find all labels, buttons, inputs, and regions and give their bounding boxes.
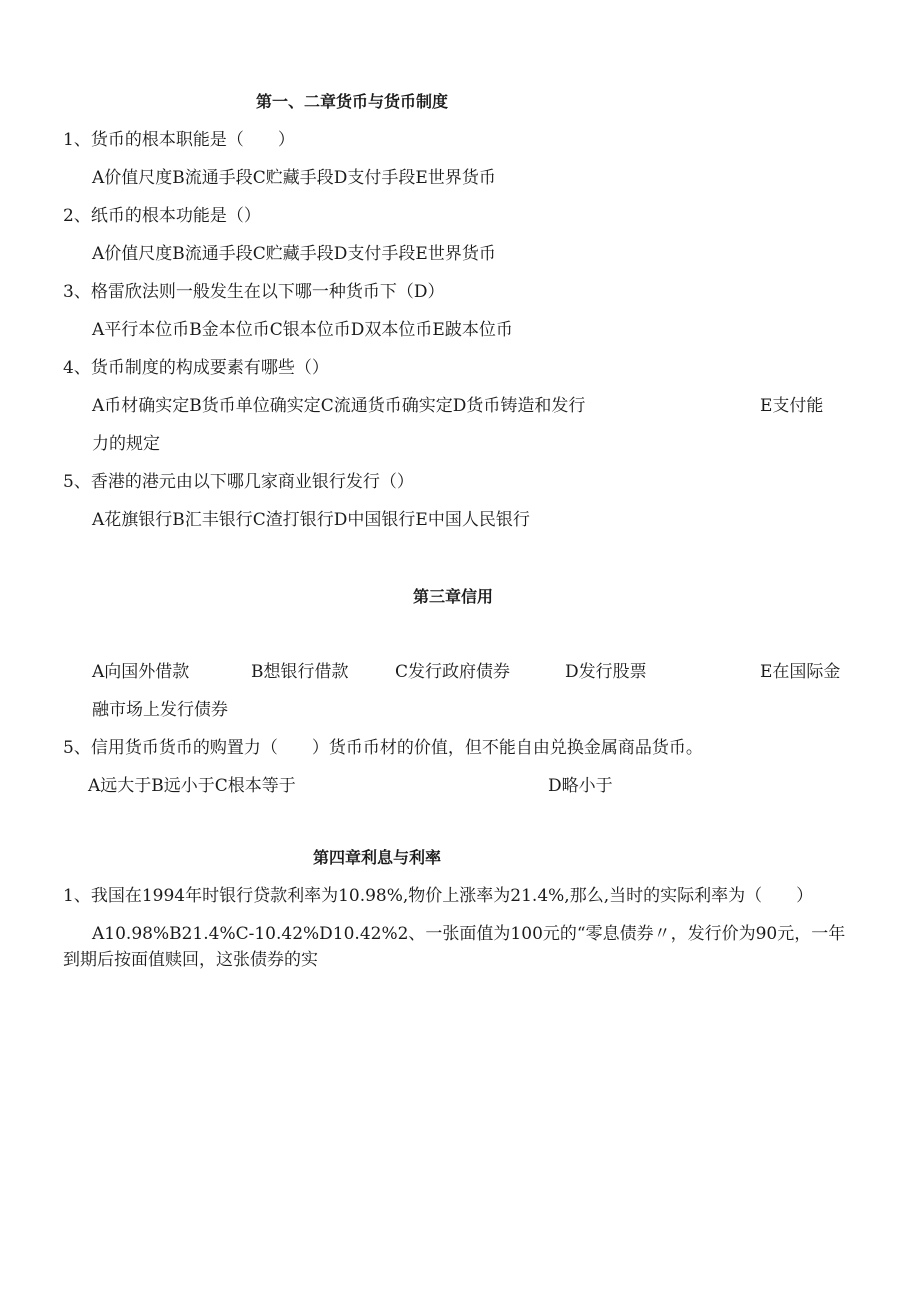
chapter-4-title: 第四章利息与利率 (313, 848, 442, 867)
question-4-option-e-continued: 力的规定 (92, 434, 160, 454)
question-1-options: A价值尺度B流通手段C贮藏手段D支付手段E世界货币 (92, 168, 496, 188)
credit-option-e: E在国际金 (760, 662, 841, 682)
question-1: 1、货币的根本职能是（ ） (63, 130, 295, 150)
question-3-options: A平行本位币B金本位币C银本位币D双本位币E跛本位币 (92, 320, 513, 340)
question-5-options: A花旗银行B汇丰银行C渣打银行D中国银行E中国人民银行 (92, 510, 530, 530)
credit-option-b: B想银行借款 (251, 662, 349, 682)
question-4-option-e: E支付能 (760, 396, 824, 416)
question-4-options: A币材确实定B货币单位确实定C流通货币确实定D货币铸造和发行 (92, 396, 586, 416)
question-4: 4、货币制度的构成要素有哪些（） (63, 358, 329, 378)
credit-question-5-option-d: D略小于 (548, 776, 613, 796)
credit-question-5-options: A远大于B远小于C根本等于 (88, 776, 296, 796)
chapter-3-title: 第三章信用 (413, 587, 494, 606)
credit-option-c: C发行政府债券 (395, 662, 511, 682)
chapter-1-2-title: 第一、二章货币与货币制度 (256, 92, 449, 111)
credit-option-a: A向国外借款 (92, 662, 190, 682)
interest-question-1: 1、我国在1994年时银行贷款利率为10.98%,物价上涨率为21.4%,那么,当时的实际利率为（ ） (63, 886, 814, 906)
credit-option-e-continued: 融市场上发行债券 (92, 700, 228, 720)
question-2: 2、纸币的根本功能是（） (63, 206, 261, 226)
interest-question-1-options: A10.98%B21.4%C-10.42%D10.42%2、一张面值为100元的“零息债券〃，发行价为90元，一年到期后按面值赎回，这张债券的实 (63, 924, 846, 970)
question-2-options: A价值尺度B流通手段C贮藏手段D支付手段E世界货币 (92, 244, 496, 264)
credit-question-5: 5、信用货币货币的购置力（ ）货币币材的价值，但不能自由兑换金属商品货币。 (63, 738, 703, 758)
question-5: 5、香港的港元由以下哪几家商业银行发行（） (63, 472, 414, 492)
question-3: 3、格雷欣法则一般发生在以下哪一种货币下（D） (63, 282, 445, 302)
credit-option-d: D发行股票 (565, 662, 647, 682)
